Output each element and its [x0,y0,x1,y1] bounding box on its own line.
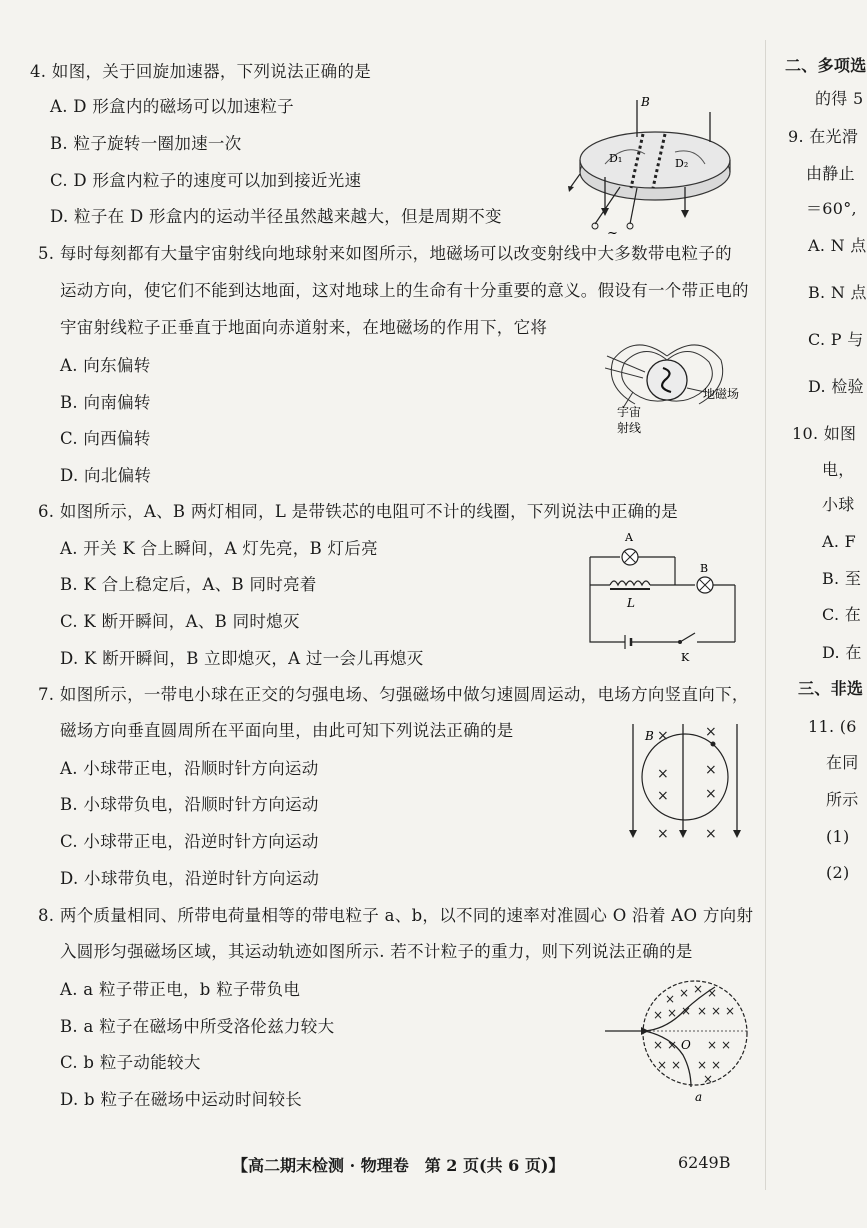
q8-stem-line-2: 入圆形匀强磁场区域，其运动轨迹如图所示. 若不计粒子的重力，则下列说法正确的是 [60,942,693,961]
q7-stem-line-1: 7. 如图所示，一带电小球在正交的匀强电场、匀强磁场中做匀速圆周运动，电场方向竖直向下， [38,685,749,704]
svg-text:×: × [693,982,704,996]
svg-text:×: × [679,986,690,1000]
q4-option-c: C. D 形盒内粒子的速度可以加到接近光速 [50,171,362,190]
q6-option-a: A. 开关 K 合上瞬间，A 灯先亮，B 灯后亮 [60,539,378,558]
cyclotron-d2-label: D₂ [675,157,689,170]
q4-option-a: A. D 形盒内的磁场可以加速粒子 [50,97,294,116]
right-line: 在同 [826,753,859,772]
svg-text:×: × [725,1004,736,1018]
circuit-figure [585,527,745,667]
q5-stem-line-1: 5. 每时每刻都有大量宇宙射线向地球射来如图所示，地磁场可以改变射线中大多数带电粒子的 [38,244,732,263]
footer-code: 6249B [678,1153,731,1172]
svg-text:×: × [657,728,669,744]
q7-option-b: B. 小球带负电，沿顺时针方向运动 [60,795,319,814]
q8-option-b: B. a 粒子在磁场中所受洛伦兹力较大 [60,1017,335,1036]
q6-option-d: D. K 断开瞬间，B 立即熄灭，A 过一会儿再熄灭 [60,649,424,668]
svg-text:×: × [657,826,669,842]
svg-text:×: × [657,788,669,804]
svg-text:×: × [707,986,718,1000]
svg-text:×: × [657,1058,668,1072]
right-line: 10. 如图 [792,424,857,443]
right-line: ＝60°, [806,199,857,218]
svg-text:×: × [667,1038,678,1052]
cyclotron-ac-label: ~ [607,226,618,237]
right-line: (2) [826,863,850,882]
right-line: 小球 [822,495,855,514]
cyclotron-figure [565,92,750,237]
svg-text:×: × [697,1058,708,1072]
q6-option-c: C. K 断开瞬间，A、B 同时熄灭 [60,612,300,631]
q6-option-b: B. K 合上稳定后，A、B 同时亮着 [60,575,317,594]
q8-option-a: A. a 粒子带正电，b 粒子带负电 [60,980,301,999]
q7-option-c: C. 小球带正电，沿逆时针方向运动 [60,832,319,851]
field-b-label: B [645,729,654,743]
svg-text:×: × [705,762,717,778]
right-line: A. N 点 [808,236,867,255]
svg-text:×: × [657,766,669,782]
switch-k-label: K [681,651,690,664]
right-line: B. 至 [822,569,862,588]
q7-option-a: A. 小球带正电，沿顺时针方向运动 [60,759,319,778]
circular-field-figure [605,975,755,1105]
column-divider [765,40,766,1190]
right-line: D. 检验 [808,377,864,396]
svg-text:×: × [681,1004,692,1018]
svg-text:×: × [667,1006,678,1020]
q5-stem-line-2: 运动方向，使它们不能到达地面，这对地球上的生命有十分重要的意义。假设有一个带正电的 [60,281,749,300]
q8-stem-line-1: 8. 两个质量相同、所带电荷量相等的带电粒子 a、b，以不同的速率对准圆心 O 沿着 AO 方向射 [38,906,754,925]
right-line: 11. (6 [808,717,857,736]
field-circle-figure [625,722,750,842]
svg-text:×: × [711,1004,722,1018]
q7-stem-line-2: 磁场方向垂直圆周所在平面向里，由此可知下列说法正确的是 [60,721,514,740]
svg-text:×: × [653,1038,664,1052]
svg-text:×: × [697,1004,708,1018]
cosmic-ray-label-2: 射线 [617,421,642,435]
cyclotron-b-label: B [641,95,650,109]
lamp-a-label: A [625,531,633,544]
svg-text:×: × [653,1008,664,1022]
q5-option-c: C. 向西偏转 [60,429,151,448]
q4-stem: 4. 如图，关于回旋加速器，下列说法正确的是 [30,62,372,81]
cosmic-ray-label-1: 宇宙 [617,405,642,419]
right-line: 电， [822,460,855,479]
earth-field-label: 地磁场 [703,387,740,401]
right-line: (1) [826,827,850,846]
particle-a-label: a [695,1090,703,1104]
q5-stem-line-3: 宇宙射线粒子正垂直于地面向赤道射来，在地磁场的作用下，它将 [60,318,548,337]
svg-text:×: × [665,992,676,1006]
q6-stem: 6. 如图所示，A、B 两灯相同，L 是带铁芯的电阻可不计的线圈，下列说法中正确的是 [38,502,679,521]
svg-text:×: × [703,1072,714,1086]
circle-center-o-label: O [681,1038,691,1052]
coil-l-label: L [627,596,635,610]
right-line: B. N 点 [808,283,867,302]
q5-option-d: D. 向北偏转 [60,466,152,485]
cyclotron-d1-label: D₁ [609,152,623,165]
q8-option-d: D. b 粒子在磁场中运动时间较长 [60,1090,303,1109]
lamp-b-label: B [700,562,709,575]
right-line: 二、多项选 [785,56,867,75]
right-line: 的得 5 [815,89,864,108]
right-line: C. 在 [822,605,862,624]
q7-option-d: D. 小球带负电，沿逆时针方向运动 [60,869,320,888]
footer-title: 【高二期末检测 · 物理卷 第 2 页(共 6 页)】 [232,1156,565,1175]
right-line: 由静止 [806,164,855,183]
q4-option-d: D. 粒子在 D 形盒内的运动半径虽然越来越大，但是周期不变 [50,207,502,226]
svg-text:×: × [705,724,717,740]
right-line: A. F [822,532,857,551]
right-line: 三、非选 [798,679,864,698]
right-column [770,0,867,1228]
svg-text:×: × [705,826,717,842]
right-line: 所示 [826,790,859,809]
svg-text:×: × [707,1038,718,1052]
svg-text:×: × [721,1038,732,1052]
right-line: 9. 在光滑 [788,127,859,146]
right-line: D. 在 [822,643,862,662]
q5-option-b: B. 向南偏转 [60,393,151,412]
svg-text:×: × [671,1058,682,1072]
earth-magnetic-field-figure [605,332,755,442]
q4-option-b: B. 粒子旋转一圈加速一次 [50,134,242,153]
q8-option-c: C. b 粒子动能较大 [60,1053,201,1072]
q5-option-a: A. 向东偏转 [60,356,151,375]
right-line: C. P 与 [808,330,864,349]
svg-text:×: × [711,1058,722,1072]
svg-text:×: × [705,786,717,802]
